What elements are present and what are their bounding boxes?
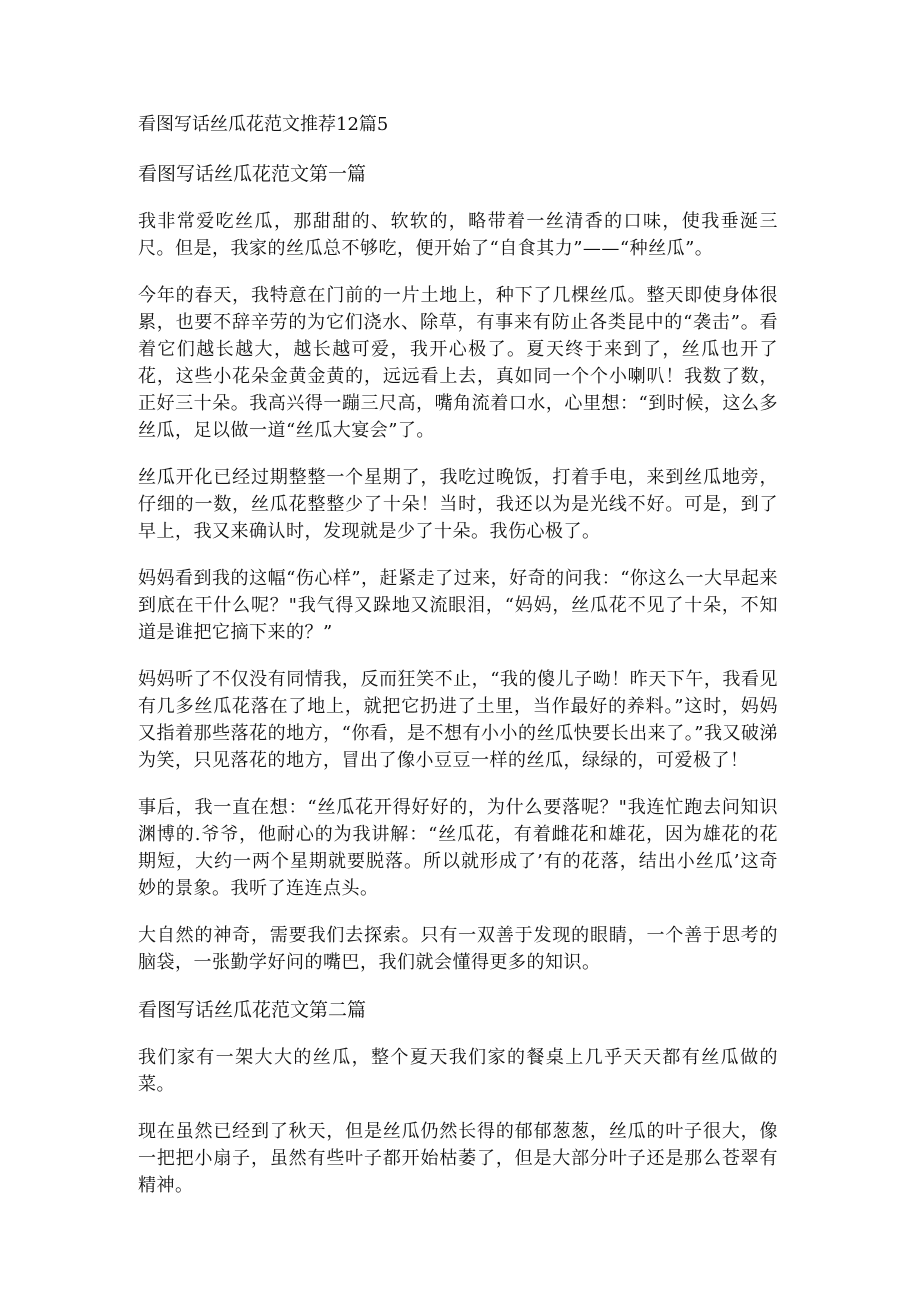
- paragraph: 丝瓜开化已经过期整整一个星期了，我吃过晚饭，打着手电，来到丝瓜地旁，仔细的一数，丝瓜花整整少了十朵！当时，我还以为是光线不好。可是，到了早上，我又来确认时，发现就是少了十朵。我伤心极了。: [138, 467, 778, 542]
- document-title: 看图写话丝瓜花范文推荐12篇5: [138, 114, 389, 135]
- paragraph: 妈妈听了不仅没有同情我，反而狂笑不止，“我的傻儿子呦！昨天下午，我看见有几多丝瓜花落在了地上，就把它扔进了土里，当作最好的养料。”这时，妈妈又指着那些落花的地方，“你看，是不想有小小的丝瓜快要长出来了。”我又破涕为笑，只见落花的地方，冒出了像小豆豆一样的丝瓜，绿绿的，可爱极了！: [138, 669, 778, 771]
- paragraph: 大自然的神奇，需要我们去探索。只有一双善于发现的眼睛，一个善于思考的脑袋，一张勤学好问的嘴巴，我们就会懂得更多的知识。: [138, 925, 778, 973]
- section-1: [138, 160, 778, 976]
- paragraph: 妈妈看到我的这幅“伤心样”，赶紧走了过来，好奇的问我：“你这么一大早起来到底在干什么呢？"我气得又跺地又流眼泪，“妈妈，丝瓜花不见了十朵，不知道是谁把它摘下来的？”: [138, 568, 778, 643]
- section-2: [138, 996, 778, 1199]
- paragraph: 现在虽然已经到了秋天，但是丝瓜仍然长得的郁郁葱葱，丝瓜的叶子很大，像一把把小扇子，虽然有些叶子都开始枯萎了，但是大部分叶子还是那么苍翠有精神。: [138, 1121, 778, 1196]
- document-content: [138, 112, 778, 1219]
- section-heading: 看图写话丝瓜花范文第二篇: [138, 999, 367, 1021]
- paragraph: 我非常爱吃丝瓜，那甜甜的、软软的，略带着一丝清香的口味，使我垂涎三尺。但是，我家的丝瓜总不够吃，便开始了“自食其力”——“种丝瓜”。: [138, 211, 778, 259]
- paragraph: 今年的春天，我特意在门前的一片土地上，种下了几棵丝瓜。整天即使身体很累，也要不辞辛劳的为它们浇水、除草，有事来有防止各类昆中的“袭击”。看着它们越长越大，越长越可爱，我开心极了。夏天终于来到了，丝瓜也开了花，这些小花朵金黄金黄的，远远看上去，真如同一个个小喇叭！我数了数，正好三十朵。我高兴得一蹦三尺高，嘴角流着口水，心里想：“到时候，这么多丝瓜，足以做一道“丝瓜大宴会”了。: [138, 285, 778, 441]
- section-heading: 看图写话丝瓜花范文第一篇: [138, 163, 367, 185]
- paragraph: 我们家有一架大大的丝瓜，整个夏天我们家的餐桌上几乎天天都有丝瓜做的菜。: [138, 1047, 778, 1095]
- paragraph: 事后，我一直在想：“丝瓜花开得好好的，为什么要落呢？"我连忙跑去问知识渊博的.爷爷，他耐心的为我讲解：“丝瓜花，有着雌花和雄花，因为雄花的花期短，大约一两个星期就要脱落。所以就形成了’有的花落，结出小丝瓜’这奇妙的景象。我听了连连点头。: [138, 797, 778, 899]
